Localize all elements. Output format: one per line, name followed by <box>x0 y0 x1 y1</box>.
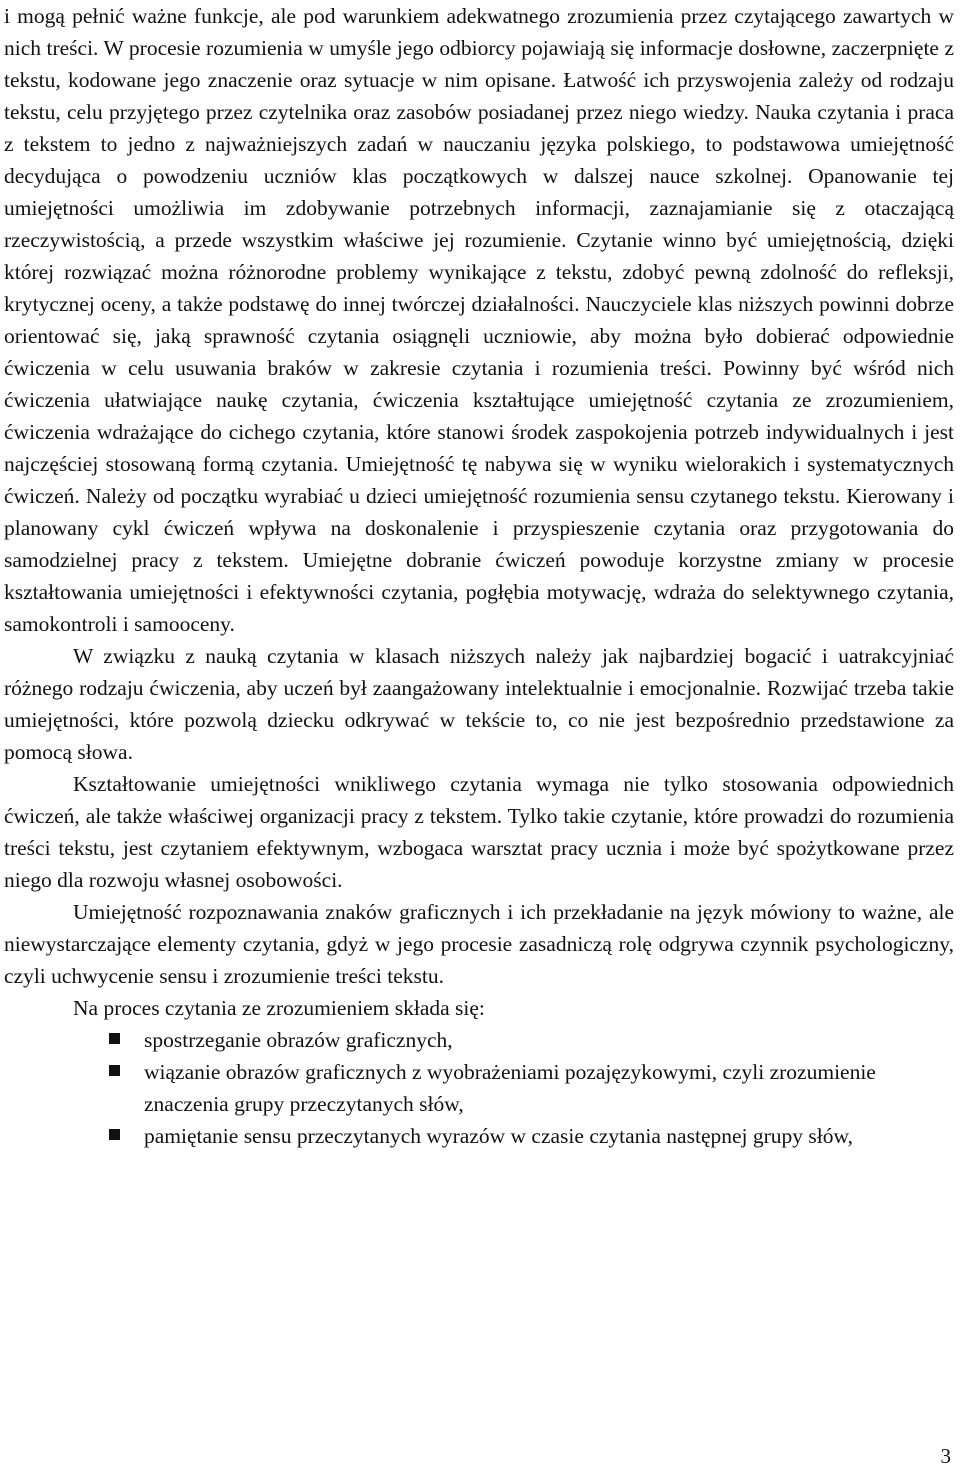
list-item-text: pamiętanie sensu przeczytanych wyrazów w czasie czytania następnej grupy słów, <box>144 1124 854 1148</box>
list-item-text: wiązanie obrazów graficznych z wyobrażeniami pozajęzykowymi, czyli zrozumienie znaczenia grupy przeczytanych słów, <box>144 1060 876 1116</box>
list-item-text: spostrzeganie obrazów graficznych, <box>144 1028 453 1052</box>
list-item <box>4 1024 954 1056</box>
document-page <box>4 0 954 1152</box>
paragraph-4: Umiejętność rozpoznawania znaków graficznych i ich przekładanie na język mówiony to ważne, ale niewystarczające elementy czytania, gdyż w jego procesie zasadniczą rolę odgrywa czynnik psychologiczny, czyli uchwycenie sensu i zrozumienie treści tekstu. <box>4 900 954 988</box>
square-bullet-icon <box>109 1065 120 1076</box>
paragraph-3: Kształtowanie umiejętności wnikliwego czytania wymaga nie tylko stosowania odpowiednich ćwiczeń, ale także właściwej organizacji pracy z tekstem. Tylko takie czytanie, które prowadzi do rozumienia treści tekstu, jest czytaniem efektywnym, wzbogaca warsztat pracy ucznia i może być spożytkowane przez niego dla rozwoju własnej osobowości. <box>4 772 954 892</box>
page-number: 3 <box>940 1444 951 1468</box>
square-bullet-icon <box>109 1129 120 1140</box>
square-bullet-icon <box>109 1033 120 1044</box>
list-item <box>4 1056 954 1120</box>
list-item <box>4 1120 954 1152</box>
paragraph-5: Na proces czytania ze zrozumieniem składa się: <box>73 996 485 1020</box>
bullet-list <box>4 1024 954 1152</box>
paragraph-2: W związku z nauką czytania w klasach niższych należy jak najbardziej bogacić i uatrakcyjniać różnego rodzaju ćwiczenia, aby uczeń był zaangażowany intelektualnie i emocjonalnie. Rozwijać trzeba takie umiejętności, które pozwolą dziecku odkrywać w tekście to, co nie jest bezpośrednio przedstawione za pomocą słowa. <box>4 644 954 764</box>
paragraph-1: i mogą pełnić ważne funkcje, ale pod warunkiem adekwatnego zrozumienia przez czytającego zawartych w nich treści. W procesie rozumienia w umyśle jego odbiorcy pojawiają się informacje dosłowne, zaczerpnięte z tekstu, kodowane jego znaczenie oraz sytuacje w nim opisane. Łatwość ich przyswojenia zależy od rodzaju tekstu, celu przyjętego przez czytelnika oraz zasobów posiadanej przez niego wiedzy. Nauka czytania i praca z tekstem to jedno z najważniejszych zadań w nauczaniu języka polskiego, to podstawowa umiejętność decydująca o powodzeniu uczniów klas początkowych w dalszej nauce szkolnej. Opanowanie tej umiejętności umożliwia im zdobywanie potrzebnych informacji, zaznajamianie się z otaczającą rzeczywistością, a przede wszystkim właściwe jej rozumienie. Czytanie winno być umiejętnością, dzięki której rozwiązać można różnorodne problemy wynikające z tekstu, zdobyć pewną zdolność do refleksji, krytycznej oceny, a także podstawę do innej twórczej działalności. Nauczyciele klas niższych powinni dobrze orientować się, jaką sprawność czytania osiągnęli uczniowie, aby można było dobierać odpowiednie ćwiczenia w celu usuwania braków w zakresie czytania i rozumienia treści. Powinny być wśród nich ćwiczenia ułatwiające naukę czytania, ćwiczenia kształtujące umiejętność czytania ze zrozumieniem, ćwiczenia wdrażające do cichego czytania, które stanowi środek zaspokojenia potrzeb indywidualnych i jest najczęściej stosowaną formą czytania. Umiejętność tę nabywa się w wyniku wielorakich i systematycznych ćwiczeń. Należy od początku wyrabiać u dzieci umiejętność rozumienia sensu czytanego tekstu. Kierowany i planowany cykl ćwiczeń wpływa na doskonalenie i przyspieszenie czytania oraz przygotowania do samodzielnej pracy z tekstem. Umiejętne dobranie ćwiczeń powoduje korzystne zmiany w procesie kształtowania umiejętności i efektywności czytania, pogłębia motywację, wdraża do selektywnego czytania, samokontroli i samooceny. <box>4 4 954 636</box>
